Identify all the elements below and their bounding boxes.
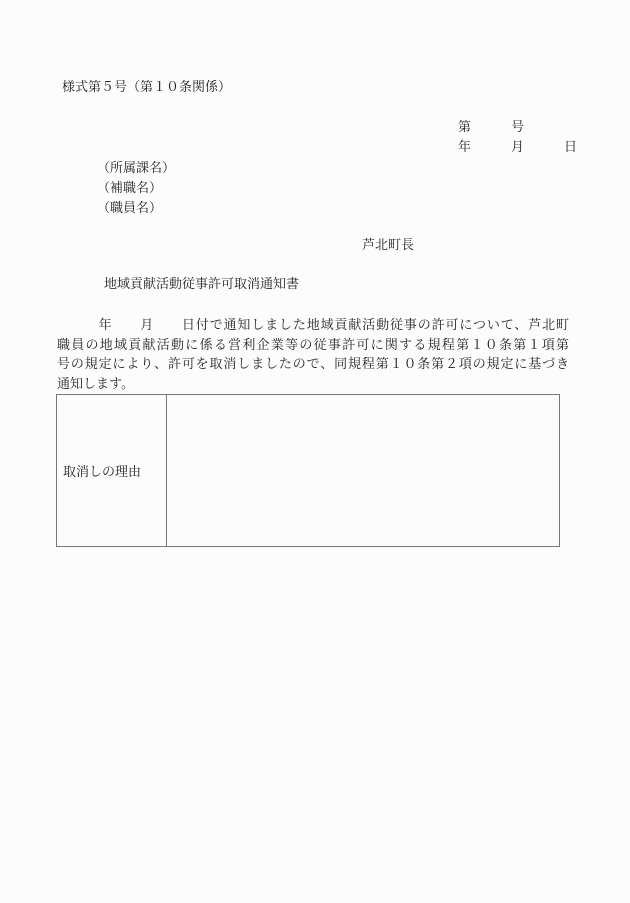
reason-label: 取消しの理由 xyxy=(63,465,142,480)
document-title: 地域貢献活動従事許可取消通知書 xyxy=(104,277,300,292)
reason-label-cell xyxy=(57,395,167,546)
number-suffix: 号 xyxy=(511,120,525,135)
body-line: 年 月 日付で通知しました地域貢献活動従事の許可について、芦北町 xyxy=(57,318,569,333)
recipient-name: （職員名） xyxy=(97,201,163,216)
reason-value-cell xyxy=(167,395,559,546)
body-line: 号の規定により、許可を取消しましたので、同規程第１０条第２項の規定に基づき xyxy=(57,357,569,372)
body-line: 通知します。 xyxy=(57,376,134,392)
date-day: 日 xyxy=(564,140,578,155)
issuer-name: 芦北町長 xyxy=(362,238,415,253)
document-date-line xyxy=(458,140,577,156)
recipient-block xyxy=(97,159,175,219)
body-line: 職員の地域貢献活動に係る営利企業等の従事許可に関する規程第１０条第１項第 xyxy=(57,337,569,353)
recipient-position: （補職名） xyxy=(97,181,163,196)
document-number-line xyxy=(458,120,524,136)
date-month: 月 xyxy=(511,140,525,155)
form-number: 様式第５号（第１０条関係） xyxy=(62,80,232,95)
recipient-department: （所属課名） xyxy=(97,161,176,176)
cancellation-reason-table xyxy=(56,394,560,547)
notice-body xyxy=(57,316,569,394)
date-year: 年 xyxy=(458,140,472,155)
number-prefix: 第 xyxy=(458,120,472,135)
